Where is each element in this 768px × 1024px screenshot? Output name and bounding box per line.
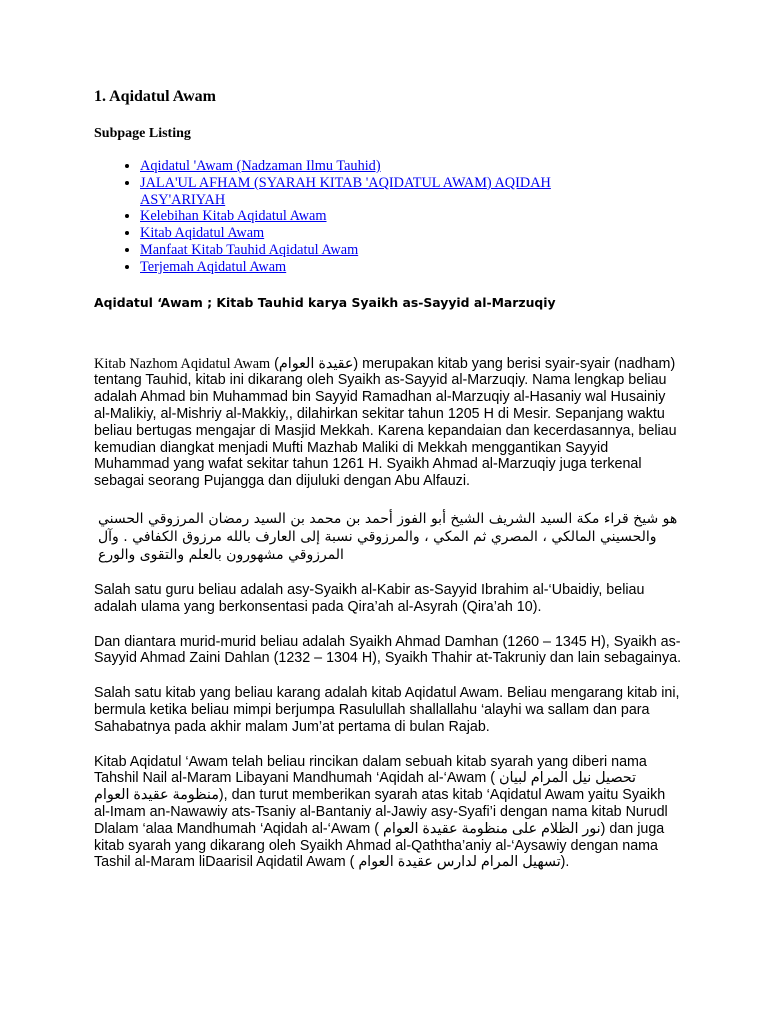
page-title: 1. Aqidatul Awam <box>94 88 216 105</box>
subpage-link[interactable]: Terjemah Aqidatul Awam <box>140 258 287 275</box>
list-item <box>140 225 684 242</box>
list-item <box>140 208 684 225</box>
intro-lead: Kitab Nazhom Aqidatul Awam <box>94 355 271 372</box>
paragraph-syarah: Kitab Aqidatul ‘Awam telah beliau rincikan dalam sebuah kitab syarah yang diberi nama Tahshil Nail al-Maram Libayani Mandhumah ‘Aqidah al-‘Awam ( تحصيل نيل المرام لبيان منظومة عقيدة العوام), dan turut memberikan syarah atas kitab ‘Aqidatul Awam yaitu Syaikh al-Imam an-Nawawiy ats-Tsaniy al-Bantaniy al-Jawiy asy-Syafi’i dengan nama kitab Nurudl Dlalam ‘alaa Mandhumah ‘Aqidah al-‘Awam ( نور الظلام على منظومة عقيدة العوام) dan juga kitab syarah yang dikarang oleh Syaikh Ahmad al-Qaththa’aniy al-‘Aysawiy dengan nama Tashil al-Maram liDaarisil Aqidatil Awam ( تسهيل المرام لدارس عقيدة العوام). <box>94 753 668 871</box>
subpage-listing-heading: Subpage Listing <box>94 126 191 141</box>
subpage-link[interactable]: Kelebihan Kitab Aqidatul Awam <box>140 208 327 225</box>
paragraph-students: Dan diantara murid-murid beliau adalah Syaikh Ahmad Damhan (1260 – 1345 H), Syaikh as-Sayyid Ahmad Zaini Dahlan (1232 – 1304 H), Syaikh Thahir at-Takruniy dan lain sebagainya. <box>94 633 682 667</box>
paragraph-arabic: هو شيخ قراء مكة السيد الشريف الشيخ أبو الفوز أحمد بن محمد بن السيد رمضان المرزوقي الحسني والحسيني المالكي ، المصري ثم المكي ، والمرزوقي نسبة إلى العارف بالله مرزوق الكفافي . وآل المرزوقي مشهورون بالعلم والتقوى والورع <box>98 510 678 563</box>
list-item <box>140 242 684 259</box>
list-item <box>140 175 684 209</box>
paragraph-kitab-origin: Salah satu kitab yang beliau karang adalah kitab Aqidatul Awam. Beliau mengarang kitab ini, bermula ketika beliau mimpi berjumpa Rasulullah shallallahu ‘alayhi wa sallam dan para Sahabatnya pada akhir malam Jum’at pertama di bulan Rajab. <box>94 685 680 735</box>
subpage-link[interactable]: JALA'UL AFHAM (SYARAH KITAB 'AQIDATUL AWAM) AQIDAH ASY'ARIYAH <box>140 174 551 208</box>
document-page <box>94 86 684 871</box>
subpage-link-list <box>94 158 684 276</box>
subpage-link[interactable]: Aqidatul 'Awam (Nadzaman Ilmu Tauhid) <box>140 158 381 174</box>
list-item <box>140 158 684 175</box>
intro-text: (عقيدة العوام) merupakan kitab yang berisi syair-syair (nadham) tentang Tauhid, kitab ini dikarang oleh Syaikh as-Sayyid al-Marzuqiy. Nama lengkap beliau adalah Ahmad bin Muhammad bin Sayyid Ramadhan al-Marzuqiy al-Hasaniy wal Husainiy al-Malikiy, al-Mishriy al-Makkiy,, dilahirkan sekitar tahun 1205 H di Mesir. Sepanjang waktu beliau bertugas mengajar di Masjid Mekkah. Karena kepandaian dan kecerdasannya, beliau kemudian diangkat menjadi Mufti Mazhab Maliki di Mekkah menggantikan Sayyid Muhammad yang wafat sekitar tahun 1261 H. Syaikh Ahmad al-Marzuqiy juga terkenal sebagai seorang Pujangga dan dijuluki dengan Abu Alfauzi. <box>94 355 677 490</box>
article-title: Aqidatul ‘Awam ; Kitab Tauhid karya Syaikh as-Sayyid al-Marzuqiy <box>94 294 556 310</box>
paragraph-teacher: Salah satu guru beliau adalah asy-Syaikh al-Kabir as-Sayyid Ibrahim al-‘Ubaidiy, beliau adalah ulama yang berkonsentasi pada Qira’ah al-Asyrah (Qira’ah 10). <box>94 581 645 615</box>
paragraph-intro <box>94 356 684 490</box>
subpage-link[interactable]: Kitab Aqidatul Awam <box>140 225 265 242</box>
subpage-link[interactable]: Manfaat Kitab Tauhid Aqidatul Awam <box>140 241 359 258</box>
list-item <box>140 259 684 276</box>
